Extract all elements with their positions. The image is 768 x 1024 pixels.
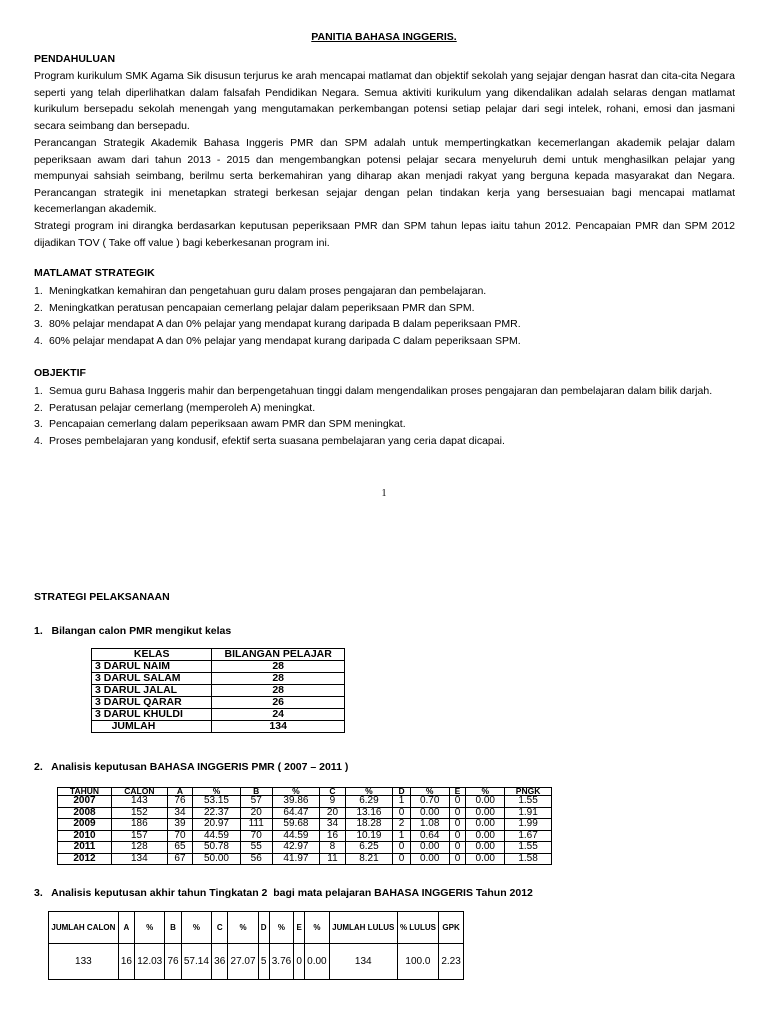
pendahuluan-paragraph-1: Program kurikulum SMK Agama Sik disusun terjurus ke arah mencapai matlamat dan objektif sekolah yang sejajar dengan hasrat dan cita-cita Negara seperti yang telah diperlihatkan dalam falsafah Pendidikan Negara. Semua aktiviti kurikulum yang dikendalikan adalah selaras dengan matlamat kurikulum bersepadu sekolah menengah yang mengutamakan perkembangan potensi setiap pelajar dari segi intelek, rohani, emosi dan jasmani secara seimbang dan bersepadu. <box>34 70 735 132</box>
data-cell: 0 <box>294 944 305 980</box>
pendahuluan-heading: PENDAHULUAN <box>34 53 116 65</box>
data-cell: 143 <box>111 796 167 808</box>
data-cell: 16 <box>320 830 346 842</box>
header-cell: % <box>193 788 241 796</box>
section-2-heading: 2. Analisis keputusan BAHASA INGGERIS PMR ( 2007 – 2011 ) <box>34 761 349 773</box>
data-cell: 44.59 <box>272 830 320 842</box>
list-item <box>34 316 734 333</box>
table-header-row <box>92 649 345 661</box>
item-number: 3. <box>34 318 43 330</box>
data-cell: 53.15 <box>193 796 241 808</box>
item-text: Semua guru Bahasa Inggeris mahir dan berpengetahuan tinggi dalam mengendalikan proses pengajaran dan pembelajaran dalam bilik darjah. <box>49 385 713 397</box>
header-cell: KELAS <box>92 649 212 661</box>
data-cell: 16 <box>118 944 134 980</box>
data-cell: 70 <box>240 830 272 842</box>
count-cell: 28 <box>212 673 345 685</box>
data-cell: 0 <box>393 842 411 854</box>
data-cell: 20 <box>320 807 346 819</box>
year-cell: 2008 <box>58 807 112 819</box>
data-cell: 1.58 <box>505 853 552 865</box>
table-row <box>58 830 552 842</box>
data-cell: 8.21 <box>345 853 393 865</box>
data-cell: 0.70 <box>410 796 449 808</box>
table-row <box>58 842 552 854</box>
data-cell: 50.78 <box>193 842 241 854</box>
count-cell: 28 <box>212 661 345 673</box>
data-cell: 67 <box>167 853 193 865</box>
header-cell: GPK <box>439 912 464 944</box>
data-cell: 57.14 <box>181 944 211 980</box>
data-cell: 34 <box>167 807 193 819</box>
item-number: 1. <box>34 285 43 297</box>
data-cell: 1 <box>393 830 411 842</box>
data-cell: 0.00 <box>410 842 449 854</box>
data-cell: 1.08 <box>410 819 449 831</box>
data-cell: 27.07 <box>228 944 258 980</box>
data-cell: 0 <box>449 819 466 831</box>
data-cell: 76 <box>167 796 193 808</box>
pendahuluan-paragraph-2: Perancangan Strategik Akademik Bahasa Inggeris PMR dan SPM adalah untuk mempertingkatkan kecemerlangan akademik pelajar dalam peperiksaan awam dari tahun 2013 - 2015 dan mengembangkan potensi pelajar secara menyeluruh demi untuk menghasilkan pelajar yang mempunyai sahsiah seimbang, berilmu serta berkemahiran yang diharap akan menjadi rakyat yang berguna kepada masyarakat dan Negara. Perancangan strategik ini menetapkan strategi berkesan sejajar dengan pelan tindakan kerja yang bersesuaian bagi mencapai matlamat kecemerlangan akademik. <box>34 137 735 215</box>
data-cell: 13.16 <box>345 807 393 819</box>
data-cell: 22.37 <box>193 807 241 819</box>
data-cell: 2 <box>393 819 411 831</box>
total-label-cell: JUMLAH <box>92 721 212 733</box>
header-cell: JUMLAH LULUS <box>329 912 397 944</box>
data-cell: 133 <box>49 944 119 980</box>
data-cell: 0.00 <box>466 796 505 808</box>
item-text: Pencapaian cemerlang dalam peperiksaan awam PMR dan SPM meningkat. <box>49 418 406 430</box>
table-row <box>92 661 345 673</box>
data-cell: 39 <box>167 819 193 831</box>
header-cell: TAHUN <box>58 788 112 796</box>
data-cell: 11 <box>320 853 346 865</box>
list-item <box>34 283 734 300</box>
item-text: Proses pembelajaran yang kondusif, efektif serta suasana pembelajaran yang ceria dapat dicapai. <box>49 434 505 447</box>
matlamat-list <box>34 283 734 349</box>
header-cell: A <box>167 788 193 796</box>
class-count-table <box>91 648 345 733</box>
data-cell: 41.97 <box>272 853 320 865</box>
data-cell: 42.97 <box>272 842 320 854</box>
form2-results-table <box>48 911 464 980</box>
data-cell: 10.19 <box>345 830 393 842</box>
data-cell: 0.00 <box>466 853 505 865</box>
data-cell: 0.00 <box>466 807 505 819</box>
header-cell: D <box>393 788 411 796</box>
data-cell: 36 <box>212 944 228 980</box>
table-row <box>92 697 345 709</box>
data-cell: 0 <box>449 796 466 808</box>
item-number: 1. <box>34 385 43 397</box>
year-cell: 2011 <box>58 842 112 854</box>
data-cell: 76 <box>165 944 181 980</box>
data-cell: 134 <box>111 853 167 865</box>
table-header-row <box>49 912 464 944</box>
header-cell: BILANGAN PELAJAR <box>212 649 345 661</box>
page-number: 1 <box>381 488 387 499</box>
header-cell: B <box>240 788 272 796</box>
header-cell: B <box>165 912 181 944</box>
data-cell: 5 <box>258 944 269 980</box>
data-cell: 0.00 <box>305 944 330 980</box>
item-text: Meningkatkan peratusan pencapaian cemerlang pelajar dalam peperiksaan PMR dan SPM. <box>49 301 475 314</box>
class-name-cell: 3 DARUL JALAL <box>92 685 212 697</box>
table-total-row <box>92 721 345 733</box>
data-cell: 134 <box>329 944 397 980</box>
header-cell: JUMLAH CALON <box>49 912 119 944</box>
table-row <box>58 853 552 865</box>
year-cell: 2009 <box>58 819 112 831</box>
data-cell: 111 <box>240 819 272 831</box>
data-cell: 44.59 <box>193 830 241 842</box>
objektif-heading: OBJEKTIF <box>34 367 86 379</box>
data-cell: 20 <box>240 807 272 819</box>
data-cell: 64.47 <box>272 807 320 819</box>
pmr-results-table <box>57 787 552 865</box>
data-cell: 2.23 <box>439 944 464 980</box>
class-name-cell: 3 DARUL QARAR <box>92 697 212 709</box>
item-number: 4. <box>34 434 43 447</box>
data-cell: 1.55 <box>505 796 552 808</box>
header-cell: % <box>269 912 294 944</box>
data-cell: 39.86 <box>272 796 320 808</box>
matlamat-heading: MATLAMAT STRATEGIK <box>34 267 155 279</box>
data-cell: 12.03 <box>135 944 165 980</box>
item-text: 80% pelajar mendapat A dan 0% pelajar yang mendapat kurang daripada B dalam peperiksaan PMR. <box>49 318 521 330</box>
header-cell: % <box>305 912 330 944</box>
header-cell: E <box>449 788 466 796</box>
data-cell: 128 <box>111 842 167 854</box>
data-cell: 57 <box>240 796 272 808</box>
data-cell: 0.00 <box>466 842 505 854</box>
header-cell: % <box>410 788 449 796</box>
header-cell: C <box>212 912 228 944</box>
item-text: 60% pelajar mendapat A dan 0% pelajar yang mendapat kurang daripada C dalam peperiksaan SPM. <box>49 334 521 347</box>
data-cell: 59.68 <box>272 819 320 831</box>
year-cell: 2010 <box>58 830 112 842</box>
header-cell: % <box>345 788 393 796</box>
data-cell: 8 <box>320 842 346 854</box>
item-number: 2. <box>34 301 43 314</box>
pendahuluan-paragraph-3: Strategi program ini dirangka berdasarkan keputusan peperiksaan PMR dan SPM tahun lepas iaitu tahun 2012. Pencapaian PMR dan SPM 2012 dijadikan TOV ( Take off value ) bagi keberkesanan program ini. <box>34 220 735 249</box>
list-item <box>34 416 734 433</box>
data-cell: 0 <box>449 853 466 865</box>
data-cell: 0.00 <box>466 830 505 842</box>
data-cell: 0 <box>449 807 466 819</box>
class-name-cell: 3 DARUL NAIM <box>92 661 212 673</box>
item-number: 2. <box>34 401 43 414</box>
header-cell: PNGK <box>505 788 552 796</box>
table-row <box>92 685 345 697</box>
data-cell: 186 <box>111 819 167 831</box>
header-cell: % <box>135 912 165 944</box>
table-row <box>58 807 552 819</box>
list-item <box>34 333 734 350</box>
data-cell: 0.64 <box>410 830 449 842</box>
data-cell: 0 <box>393 807 411 819</box>
count-cell: 26 <box>212 697 345 709</box>
data-cell: 152 <box>111 807 167 819</box>
data-cell: 0.00 <box>466 819 505 831</box>
header-cell: % <box>228 912 258 944</box>
strategi-heading: STRATEGI PELAKSANAAN <box>34 591 170 603</box>
header-cell: A <box>118 912 134 944</box>
header-cell: CALON <box>111 788 167 796</box>
data-cell: 9 <box>320 796 346 808</box>
data-cell: 0.00 <box>410 807 449 819</box>
data-cell: 34 <box>320 819 346 831</box>
document-title: PANITIA BAHASA INGGERIS. <box>311 31 457 43</box>
data-cell: 1 <box>393 796 411 808</box>
count-cell: 24 <box>212 709 345 721</box>
list-item <box>34 383 734 400</box>
item-text: Meningkatkan kemahiran dan pengetahuan guru dalam proses pengajaran dan pembelajaran. <box>49 285 487 297</box>
class-name-cell: 3 DARUL SALAM <box>92 673 212 685</box>
data-cell: 157 <box>111 830 167 842</box>
list-item <box>34 300 734 317</box>
data-cell: 0 <box>449 830 466 842</box>
data-cell: 1.55 <box>505 842 552 854</box>
data-cell: 65 <box>167 842 193 854</box>
data-cell: 6.25 <box>345 842 393 854</box>
item-text: Peratusan pelajar cemerlang (memperoleh A) meningkat. <box>49 401 316 414</box>
data-cell: 70 <box>167 830 193 842</box>
header-cell: C <box>320 788 346 796</box>
total-value-cell: 134 <box>212 721 345 733</box>
table-row <box>58 819 552 831</box>
header-cell: D <box>258 912 269 944</box>
data-cell: 1.99 <box>505 819 552 831</box>
class-name-cell: 3 DARUL KHULDI <box>92 709 212 721</box>
table-row <box>58 796 552 808</box>
data-cell: 0.00 <box>410 853 449 865</box>
year-cell: 2012 <box>58 853 112 865</box>
header-cell: % <box>466 788 505 796</box>
item-number: 3. <box>34 418 43 430</box>
data-cell: 0 <box>393 853 411 865</box>
table-row <box>49 944 464 980</box>
data-cell: 56 <box>240 853 272 865</box>
data-cell: 1.67 <box>505 830 552 842</box>
data-cell: 6.29 <box>345 796 393 808</box>
data-cell: 1.91 <box>505 807 552 819</box>
data-cell: 0 <box>449 842 466 854</box>
header-cell: % LULUS <box>397 912 438 944</box>
table-row <box>92 673 345 685</box>
header-cell: % <box>181 912 211 944</box>
section-3-heading: 3. Analisis keputusan akhir tahun Tingkatan 2 bagi mata pelajaran BAHASA INGGERIS Tahun 2012 <box>34 887 533 899</box>
data-cell: 20.97 <box>193 819 241 831</box>
count-cell: 28 <box>212 685 345 697</box>
list-item <box>34 400 734 417</box>
header-cell: E <box>294 912 305 944</box>
item-number: 4. <box>34 334 43 347</box>
data-cell: 100.0 <box>397 944 438 980</box>
data-cell: 50.00 <box>193 853 241 865</box>
section-1-heading: 1. Bilangan calon PMR mengikut kelas <box>34 625 232 637</box>
data-cell: 55 <box>240 842 272 854</box>
table-row <box>92 709 345 721</box>
objektif-list <box>34 383 734 449</box>
list-item <box>34 433 734 450</box>
data-cell: 3.76 <box>269 944 294 980</box>
header-cell: % <box>272 788 320 796</box>
year-cell: 2007 <box>58 796 112 808</box>
data-cell: 18.28 <box>345 819 393 831</box>
